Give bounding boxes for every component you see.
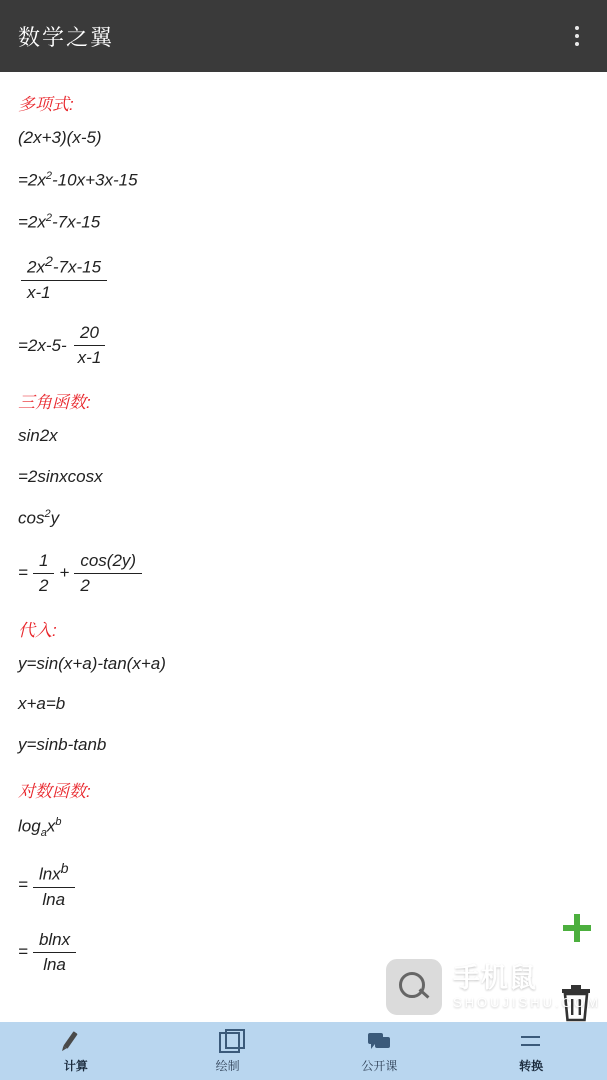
fraction	[21, 254, 107, 303]
expression-line	[18, 212, 589, 232]
watermark-title: 手机鼠	[452, 963, 537, 993]
fraction-lead: =	[18, 875, 28, 895]
expression-line: =2sinxcosx	[18, 466, 103, 486]
section-heading-trigonometry: 三角函数:	[18, 393, 91, 413]
fraction	[72, 323, 108, 368]
expr-rest: -7x-15	[52, 212, 101, 232]
fraction-lead: =	[18, 563, 28, 583]
expr-sup: 2	[45, 169, 53, 182]
expr-rest: -10x+3x-15	[52, 170, 138, 190]
page-title: 数学之翼	[18, 24, 115, 50]
watermark-subtitle: SHOUJISHU.COM	[452, 995, 601, 1010]
more-vertical-icon[interactable]	[565, 21, 589, 51]
add-icon[interactable]	[563, 914, 591, 942]
expr-sup: b	[60, 860, 69, 877]
nav-item-open-course[interactable]	[304, 1022, 456, 1080]
bottom-navigation	[0, 1022, 607, 1080]
nav-item-calculate[interactable]	[0, 1022, 152, 1080]
nav-label: 绘制	[215, 1058, 240, 1073]
fraction-denominator: lna	[43, 954, 66, 974]
fraction-denominator: x-1	[77, 348, 102, 368]
chat-icon	[366, 1029, 392, 1053]
fraction-expression	[18, 551, 589, 596]
fraction-expression	[18, 254, 589, 303]
notes-content[interactable]	[0, 72, 607, 1022]
fraction-denominator: lna	[42, 889, 66, 909]
expr-sup: 2	[45, 212, 53, 225]
nav-label: 计算	[63, 1058, 88, 1073]
expr-rest: y	[50, 509, 60, 529]
fraction	[33, 551, 54, 596]
fraction-numerator: 20	[74, 323, 105, 346]
fraction-numerator: 1	[33, 551, 54, 574]
section-heading-substitution: 代入:	[18, 620, 57, 640]
nav-label: 转换	[519, 1058, 544, 1073]
operator: +	[59, 563, 70, 583]
expression-line	[18, 816, 589, 839]
expr-base: =2x	[18, 170, 46, 190]
fraction-denominator: 2	[80, 575, 90, 595]
fraction-numerator	[21, 254, 107, 281]
expr-base: cos	[18, 509, 45, 529]
fraction	[33, 930, 76, 975]
convert-icon	[518, 1029, 544, 1053]
section-heading-polynomial: 多项式:	[18, 95, 74, 114]
nav-label: 公开课	[361, 1058, 398, 1073]
section-heading-logarithm: 对数函数:	[18, 781, 91, 801]
cube-icon	[215, 1029, 241, 1053]
expression-line: sin2x	[18, 426, 58, 446]
expr-base: log	[18, 816, 41, 836]
fraction-lead: =2x-5-	[18, 335, 67, 355]
fraction	[33, 861, 75, 910]
nav-item-draw[interactable]	[152, 1022, 304, 1080]
expr-sup: 2	[44, 254, 53, 271]
expression-line: y=sin(x+a)-tan(x+a)	[18, 653, 166, 673]
trash-icon-svg	[559, 984, 593, 1022]
app-bar	[0, 0, 607, 72]
fraction-expression	[18, 323, 589, 368]
fraction-numerator: cos(2y)	[74, 551, 142, 574]
fraction-denominator: 2	[38, 575, 49, 595]
expr-sup: 2	[44, 508, 51, 521]
fraction-numerator: blnx	[33, 930, 76, 953]
fraction-expression	[18, 930, 589, 975]
pencil-icon	[63, 1029, 89, 1053]
fraction	[74, 551, 142, 596]
expression-line: (2x+3)(x-5)	[18, 128, 102, 147]
expr-rest: -7x-15	[52, 258, 102, 278]
expr-base: lnx	[38, 864, 61, 884]
expr-var: x	[46, 816, 56, 836]
expression-line	[18, 170, 589, 190]
fraction-denominator: x-1	[27, 283, 51, 303]
fraction-numerator	[33, 861, 75, 888]
expr-sup: b	[55, 815, 62, 828]
trash-icon[interactable]	[559, 984, 593, 1022]
nav-item-convert[interactable]	[455, 1022, 607, 1080]
expression-line: x+a=b	[18, 694, 66, 714]
expr-base: =2x	[18, 212, 46, 232]
expr-base: 2x	[27, 258, 45, 278]
fraction-expression	[18, 861, 589, 910]
expression-line	[18, 508, 589, 528]
fraction-lead: =	[18, 942, 28, 962]
expr-sub: a	[40, 826, 47, 839]
expression-line: y=sinb-tanb	[18, 735, 107, 755]
